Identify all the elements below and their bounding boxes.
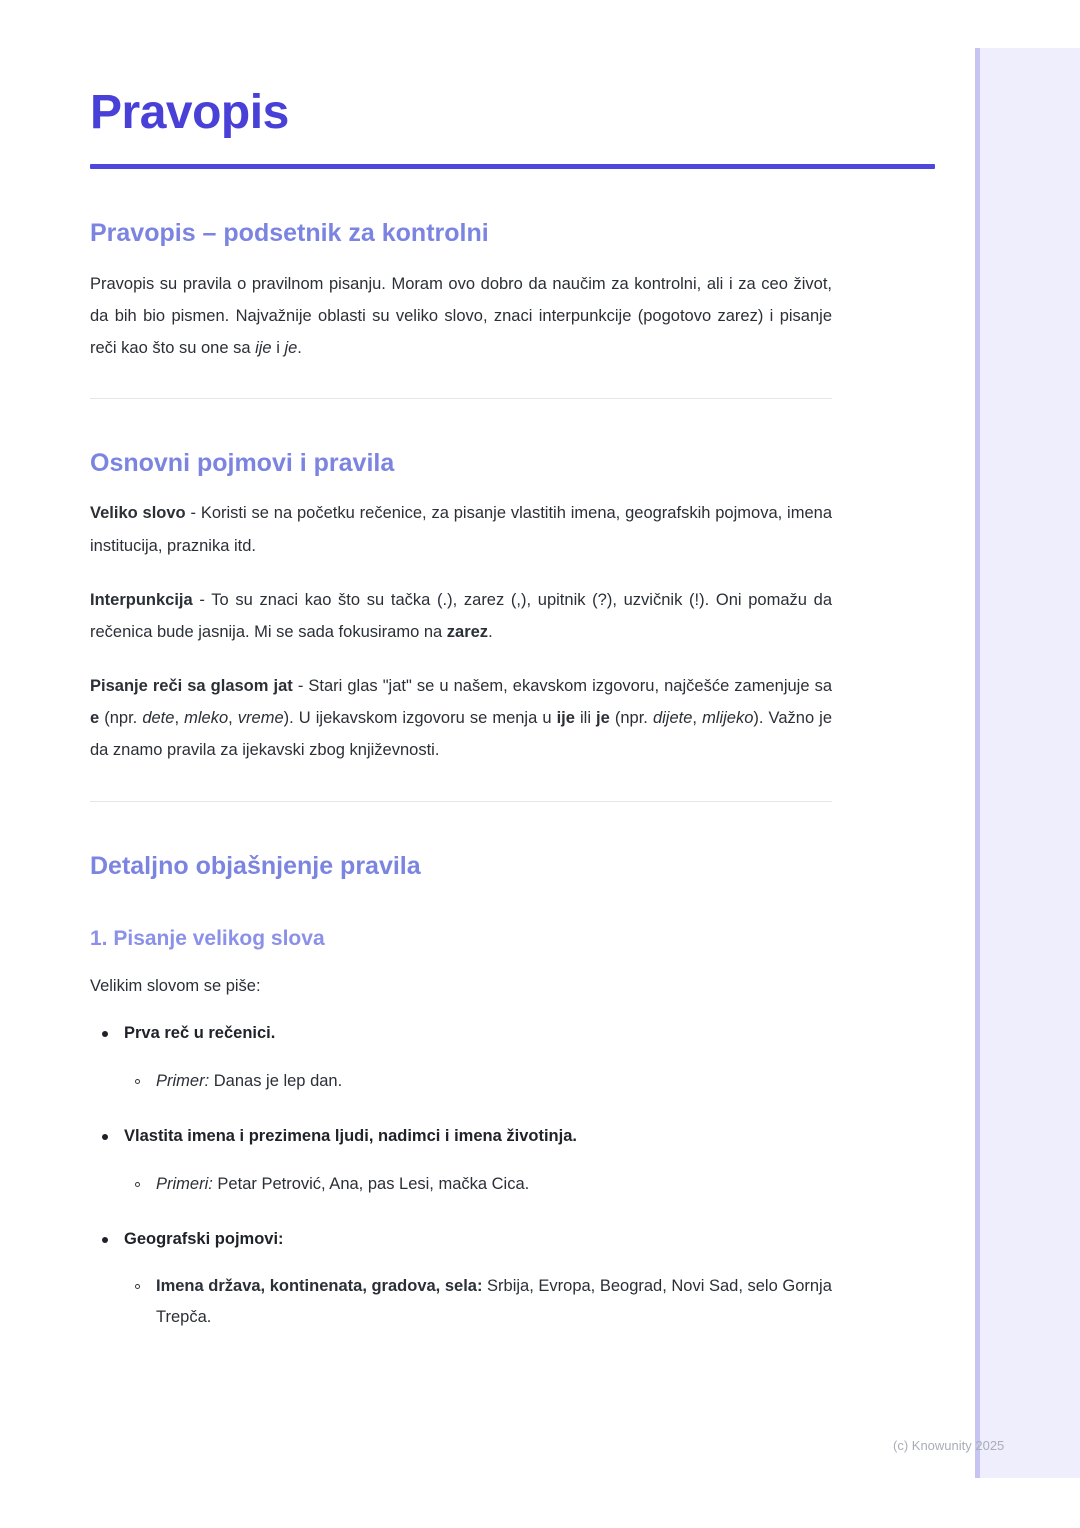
jat-t8: ,	[692, 709, 703, 728]
jat-t7: (npr.	[609, 709, 653, 728]
basics-item-interpunkcija	[90, 584, 832, 648]
jat-bold-je: je	[596, 709, 610, 728]
list-item	[124, 1271, 850, 1332]
section-divider-1	[90, 398, 832, 399]
example-label: Primeri:	[156, 1174, 213, 1193]
intro-text-part1: Pravopis su pravila o pravilnom pisanju. Moram ovo dobro da naučim za kontrolni, ali i za ceo život, da bih bio pismen. Najvažnije oblasti su veliko slovo, znaci interpunkcije (pogotovo zarez) i pisanje reči kao što su one sa	[90, 274, 832, 357]
term-interpunkcija: Interpunkcija	[90, 590, 193, 609]
jat-t1: - Stari glas "jat" se u našem, ekavskom izgovoru, najčešće zamenjuje sa	[292, 677, 832, 696]
intro-text-part2: i	[271, 338, 285, 357]
list-item	[90, 1018, 850, 1096]
page-title: Pravopis	[90, 86, 289, 139]
detailed-lead-text: Velikim slovom se piše:	[90, 977, 261, 996]
subsection-heading-veliko-slovo: 1. Pisanje velikog slova	[90, 926, 325, 950]
jat-t4: ,	[228, 709, 238, 728]
sub-bullet-list	[124, 1066, 850, 1097]
section-divider-2	[90, 801, 832, 802]
copyright-watermark: (c) Knowunity 2025	[893, 1438, 1005, 1453]
term-interpunkcija-text2: .	[488, 622, 493, 641]
jat-bold-ije: ije	[556, 709, 575, 728]
jat-italic-mleko: mleko	[184, 709, 229, 728]
jat-t6: ili	[574, 709, 597, 728]
jat-t3: ,	[174, 709, 185, 728]
list-item	[90, 1121, 850, 1199]
jat-t5: ). U ijekavskom izgovoru se menja u	[283, 709, 557, 728]
jat-italic-dete: dete	[142, 709, 175, 728]
bullet-text: Vlastita imena i prezimena ljudi, nadimci i imena životinja.	[124, 1127, 577, 1146]
sub-bullet-list	[124, 1271, 850, 1332]
rules-bullet-list	[90, 1018, 850, 1332]
intro-text-part3: .	[297, 338, 302, 357]
intro-italic-ije: ije	[255, 338, 272, 357]
example-label: Imena država, kontinenata, gradova, sela:	[156, 1277, 483, 1296]
jat-italic-vreme: vreme	[237, 709, 284, 728]
intro-italic-je: je	[284, 338, 298, 357]
term-interpunkcija-text1: - To su znaci kao što su tačka (.), zarez (,), upitnik (?), uzvičnik (!). Oni pomažu da rečenica bude jasnija. Mi se sada fokusiramo na	[90, 590, 832, 641]
right-side-panel	[975, 48, 1080, 1478]
list-item	[124, 1169, 850, 1200]
example-text: Petar Petrović, Ana, pas Lesi, mačka Cica.	[212, 1174, 530, 1193]
jat-italic-mlijeko: mlijeko	[702, 709, 754, 728]
term-veliko-slovo-text: - Koristi se na početku rečenice, za pisanje vlastitih imena, geografskih pojmova, imena institucija, praznika itd.	[90, 504, 832, 555]
jat-italic-dijete: dijete	[652, 709, 693, 728]
sub-bullet-list	[124, 1169, 850, 1200]
bullet-text: Prva reč u rečenici.	[124, 1024, 276, 1043]
term-veliko-slovo: Veliko slovo	[90, 504, 186, 523]
example-text: Danas je lep dan.	[209, 1071, 343, 1090]
term-interpunkcija-bold-zarez: zarez	[446, 622, 489, 641]
section-heading-detailed: Detaljno objašnjenje pravila	[90, 851, 421, 880]
example-label: Primer:	[156, 1071, 210, 1090]
basics-item-veliko-slovo	[90, 497, 832, 561]
section-heading-basics: Osnovni pojmovi i pravila	[90, 449, 395, 478]
jat-bold-e: e	[90, 709, 100, 728]
section-heading-intro: Pravopis – podsetnik za kontrolni	[90, 219, 489, 248]
term-jat: Pisanje reči sa glasom jat	[90, 677, 293, 696]
list-item	[124, 1066, 850, 1097]
jat-t2: (npr.	[99, 709, 143, 728]
basics-item-jat	[90, 670, 832, 767]
intro-paragraph	[90, 268, 832, 365]
list-item	[90, 1224, 850, 1332]
title-underline-rule	[90, 164, 935, 169]
bullet-text: Geografski pojmovi:	[124, 1230, 284, 1249]
example-text: Srbija, Evropa, Beograd, Novi Sad, selo Gornja Trepča.	[156, 1277, 832, 1326]
jat-t9: ). Važno je da znamo pravila za ijekavski zbog književnosti.	[90, 709, 833, 760]
